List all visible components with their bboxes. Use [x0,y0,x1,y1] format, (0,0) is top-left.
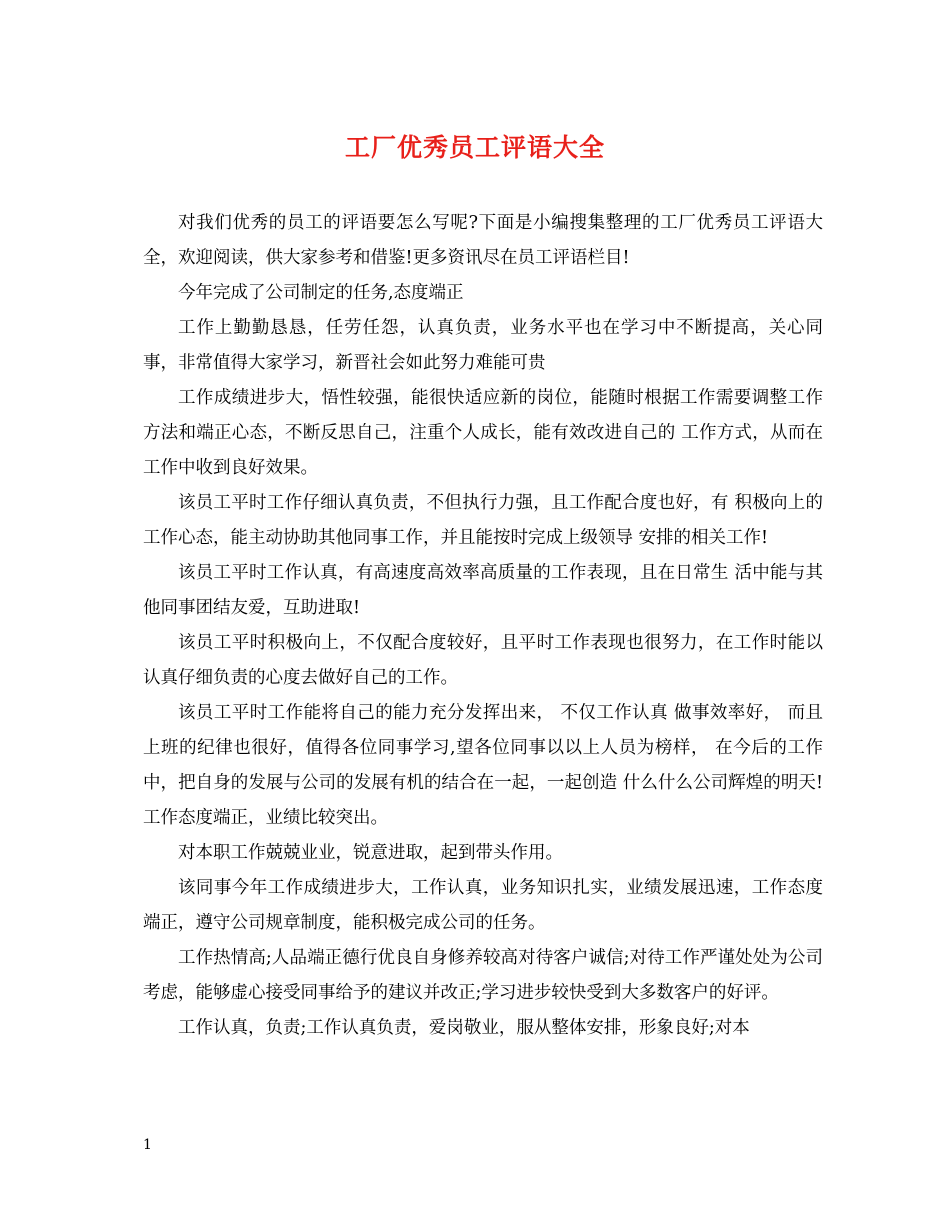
paragraph: 该员工平时工作认真，有高速度高效率高质量的工作表现，且在日常生 活中能与其他同事团结友爱，互助进取! [143,563,823,618]
paragraph: 该员工平时工作仔细认真负责，不但执行力强，且工作配合度也好，有 积极向上的工作心态，能主动协助其他同事工作，并且能按时完成上级领导 安排的相关工作! [143,493,823,548]
page-number: 1 [143,1137,152,1153]
paragraph: 对本职工作兢兢业业，锐意进取，起到带头作用。 [178,843,563,863]
page-title: 工厂优秀员工评语大全 [344,133,605,162]
paragraph: 该同事今年工作成绩进步大，工作认真，业务知识扎实，业绩发展迅速，工作态度端正，遵守公司规章制度，能积极完成公司的任务。 [143,878,823,933]
paragraph-intro: 对我们优秀的员工的评语要怎么写呢?下面是小编搜集整理的工厂优秀员工评语大全，欢迎阅读，供大家参考和借鉴!更多资讯尽在员工评语栏目! [143,213,823,268]
paragraph: 该员工平时积极向上，不仅配合度较好，且平时工作表现也很努力，在工作时能以认真仔细负责的心度去做好自己的工作。 [143,633,823,688]
paragraph: 工作成绩进步大，悟性较强，能很快适应新的岗位，能随时根据工作需要调整工作方法和端正心态，不断反思自己，注重个人成长，能有效改进自己的 工作方式，从而在工作中收到良好效果。 [143,388,823,478]
paragraph: 工作认真，负责;工作认真负责，爱岗敬业，服从整体安排，形象良好;对本 [178,1018,750,1038]
document-body [143,206,823,1046]
paragraph: 工作热情高;人品端正德行优良自身修养较高对待客户诚信;对待工作严谨处处为公司考虑，能够虚心接受同事给予的建议并改正;学习进步较快受到大多数客户的好评。 [143,948,823,1003]
paragraph: 今年完成了公司制定的任务,态度端正 [178,283,464,303]
paragraph: 工作上勤勤恳恳，任劳任怨，认真负责，业务水平也在学习中不断提高，关心同事，非常值得大家学习，新晋社会如此努力难能可贵 [143,318,823,373]
paragraph: 该员工平时工作能将自己的能力充分发挥出来， 不仅工作认真 做事效率好， 而且上班的纪律也很好，值得各位同事学习,望各位同事以以上人员为榜样， 在今后的工作中，把自身的发展与公司的发展有机的结合在一起，一起创造 什么什么公司辉煌的明天!工作态度端正，业绩比较突出。 [143,703,823,828]
